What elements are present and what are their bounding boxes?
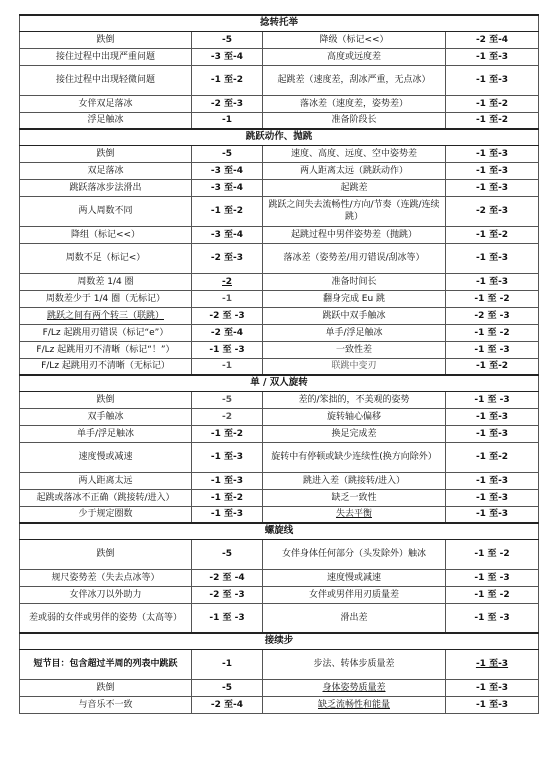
table-row: F/Lz 起跳用刃不清晰（标记“！”） -1 至 -3 一致性差 -1 至 -3 <box>20 341 539 358</box>
table-row: 跌倒 -5 身体姿势质量差 -1 至-3 <box>20 679 539 696</box>
table-row: 跌倒 -5 差的/笨拙的，不美观的姿势 -1 至 -3 <box>20 391 539 408</box>
table-row: 双足落冰 -3 至-4 两人距离太远（跳跃动作） -1 至-3 <box>20 162 539 179</box>
table-row: 速度慢或减速 -1 至-3 旋转中有停顿或缺少连续性(换方向除外） -1 至-2 <box>20 442 539 472</box>
table-row: 差或弱的女伴或男伴的姿势（太高等） -1 至 -3 滑出差 -1 至 -3 <box>20 603 539 633</box>
table-row: 跳跃之间有两个转三（联跳） -2 至 -3 跳跃中双手触冰 -2 至 -3 <box>20 307 539 324</box>
table-row: 短节目：包含超过半周的列表中跳跃 -1 步法、转体步质量差 -1 至-3 <box>20 649 539 679</box>
table-row: 两人周数不同 -1 至-2 跳跃之间失去流畅性/方向/节奏（连跳/连续跳） -2 至-3 <box>20 196 539 226</box>
table-row: 与音乐不一致 -2 至-4 缺乏流畅性和能量 -1 至-3 <box>20 696 539 713</box>
table-row: 周数不足（标记<） -2 至-3 落冰差（姿势差/用刃错误/刮冰等） -1 至-3 <box>20 243 539 273</box>
table-row: 跌倒 -5 降级（标记<<） -2 至-4 <box>20 31 539 48</box>
deduction-table <box>19 14 539 714</box>
table-row: 单手/浮足触冰 -1 至-2 换足完成差 -1 至-3 <box>20 425 539 442</box>
table-row: 跌倒 -5 速度、高度、远度、空中姿势差 -1 至-3 <box>20 145 539 162</box>
table-row: 女伴双足落冰 -2 至-3 落冰差（速度差，姿势差） -1 至-2 <box>20 95 539 112</box>
section-header: 接续步 <box>20 633 539 649</box>
table-row: 降组（标记<<） -3 至-4 起跳过程中男伴姿势差（抛跳） -1 至-2 <box>20 226 539 243</box>
table-row: 女伴冰刀以外助力 -2 至 -3 女伴或男伴用刃质量差 -1 至 -2 <box>20 586 539 603</box>
table-row: 周数差 1/4 圈 -2 准备时间长 -1 至-3 <box>20 273 539 290</box>
section-header: 跳跃动作、抛跳 <box>20 129 539 145</box>
table-row: 跌倒 -5 女伴身体任何部分（头发除外）触冰 -1 至 -2 <box>20 539 539 569</box>
section-header: 捻转托举 <box>20 15 539 31</box>
table-row: 起跳或落冰不正确（跳接转/进入） -1 至-2 缺乏一致性 -1 至-3 <box>20 489 539 506</box>
table-row: F/Lz 起跳用刃错误（标记“e”） -2 至-4 单手/浮足触冰 -1 至 -2 <box>20 324 539 341</box>
table-row: 跳跃落冰步法滑出 -3 至-4 起跳差 -1 至-3 <box>20 179 539 196</box>
section-header: 单 / 双人旋转 <box>20 375 539 391</box>
table-row: 接住过程中出现严重问题 -3 至-4 高度或远度差 -1 至-3 <box>20 48 539 65</box>
table-row: 规尺姿势差（失去点冰等） -2 至 -4 速度慢或减速 -1 至 -3 <box>20 569 539 586</box>
table-row: 双手触冰 -2 旋转轴心偏移 -1 至-3 <box>20 408 539 425</box>
table-row: 周数差少于 1/4 圈（无标记） -1 翻身完成 Eu 跳 -1 至 -2 <box>20 290 539 307</box>
table-row: 少于规定圈数 -1 至-3 失去平衡 -1 至-3 <box>20 506 539 523</box>
table-row: F/Lz 起跳用刃不清晰（无标记） -1 联跳中变刃 -1 至-2 <box>20 358 539 375</box>
table-row: 接住过程中出现轻微问题 -1 至-2 起跳差（速度差，刮冰严重，无点冰） -1 至-3 <box>20 65 539 95</box>
table-row: 浮足触冰 -1 准备阶段长 -1 至-2 <box>20 112 539 129</box>
table-row: 两人距离太远 -1 至-3 跳进入差（跳接转/进入） -1 至-3 <box>20 472 539 489</box>
section-header: 螺旋线 <box>20 523 539 539</box>
